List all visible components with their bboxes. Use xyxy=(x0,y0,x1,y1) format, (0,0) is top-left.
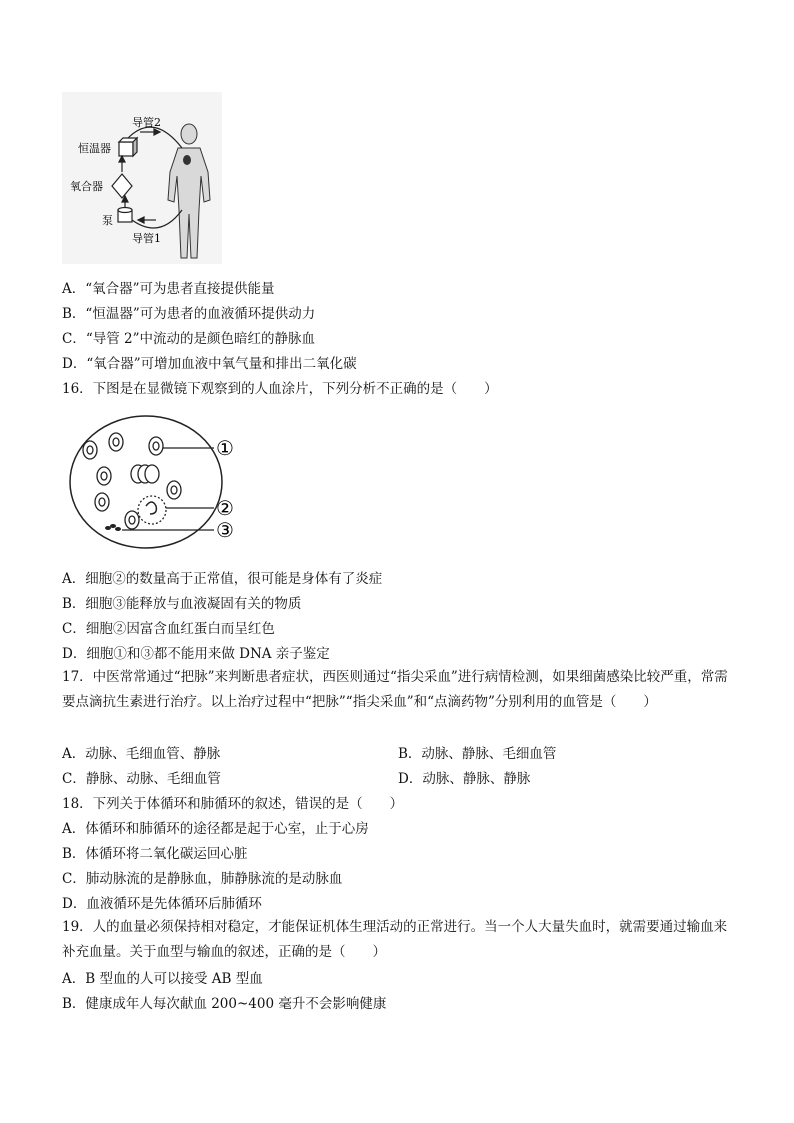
label-tube1: 导管1 xyxy=(132,232,161,245)
fig-label-3: ③ xyxy=(216,518,234,542)
q15-option-b: B．“恒温器”可为患者的血液循环提供动力 xyxy=(62,306,316,322)
pump-cylinder xyxy=(118,208,132,223)
q18-option-b: B．体循环将二氧化碳运回心脏 xyxy=(62,846,248,862)
q19-stem: 19．人的血量必须保持相对稳定，才能保证机体生理活动的正常进行。当一个人大量失血时，就需要通过输血来补充血量。关于血型与输血的叙述，正确的是（ ） xyxy=(62,919,728,960)
q18-option-a: A．体循环和肺循环的途径都是起于心室，止于心房 xyxy=(62,821,369,837)
q17-stem: 17．中医常常通过“把脉”来判断患者症状，西医则通过“指尖采血”进行病情检测，如果细菌感染比较严重，常需要点滴抗生素进行治疗。以上治疗过程中“把脉”“指尖采血”和“点滴药物”分别利用的血管是（ ） xyxy=(62,669,728,710)
q17-option-b: B．动脉、静脉、毛细血管 xyxy=(398,746,557,762)
q16-option-b: B．细胞③能释放与血液凝固有关的物质 xyxy=(62,596,302,612)
q15-option-a: A．“氧合器”可为患者直接提供能量 xyxy=(62,281,275,297)
q15-option-c: C．“导管 2”中流动的是颜色暗红的静脉血 xyxy=(62,331,316,347)
label-heater: 恒温器 xyxy=(78,142,111,155)
q19-option-b: B．健康成年人每次献血 200~400 毫升不会影响健康 xyxy=(62,996,387,1012)
blood-smear-diagram xyxy=(62,414,252,560)
q19-option-a: A．B 型血的人可以接受 AB 型血 xyxy=(62,971,263,987)
q18-option-c: C．肺动脉流的是静脉血，肺静脉流的是动脉血 xyxy=(62,871,343,887)
q16-stem: 16．下图是在显微镜下观察到的人血涂片，下列分析不正确的是（ ） xyxy=(62,381,498,397)
q16-option-a: A．细胞②的数量高于正常值，很可能是身体有了炎症 xyxy=(62,571,383,587)
q17-option-c: C．静脉、动脉、毛细血管 xyxy=(62,771,221,787)
heart-icon xyxy=(183,155,191,165)
fig-label-1: ① xyxy=(216,436,234,460)
q17-option-d: D．动脉、静脉、静脉 xyxy=(398,771,531,787)
q16-option-d: D．细胞①和③都不能用来做 DNA 亲子鉴定 xyxy=(62,646,330,662)
q18-option-d: D．血液循环是先体循环后肺循环 xyxy=(62,896,262,912)
heater-box xyxy=(119,138,137,156)
q18-stem: 18．下列关于体循环和肺循环的叙述，错误的是（ ） xyxy=(62,796,404,812)
white-blood-cell xyxy=(138,496,166,524)
ecmo-diagram xyxy=(62,92,222,264)
label-tube2: 导管2 xyxy=(132,116,161,129)
label-pump: 泵 xyxy=(102,214,113,227)
q17-option-a: A．动脉、毛细血管、静脉 xyxy=(62,746,221,762)
fig-label-2: ② xyxy=(216,496,234,520)
label-oxygenator: 氧合器 xyxy=(70,180,103,193)
q16-option-c: C．细胞②因富含血红蛋白而呈红色 xyxy=(62,621,275,637)
q15-option-d: D．“氧合器”可增加血液中氧气量和排出二氧化碳 xyxy=(62,356,357,372)
